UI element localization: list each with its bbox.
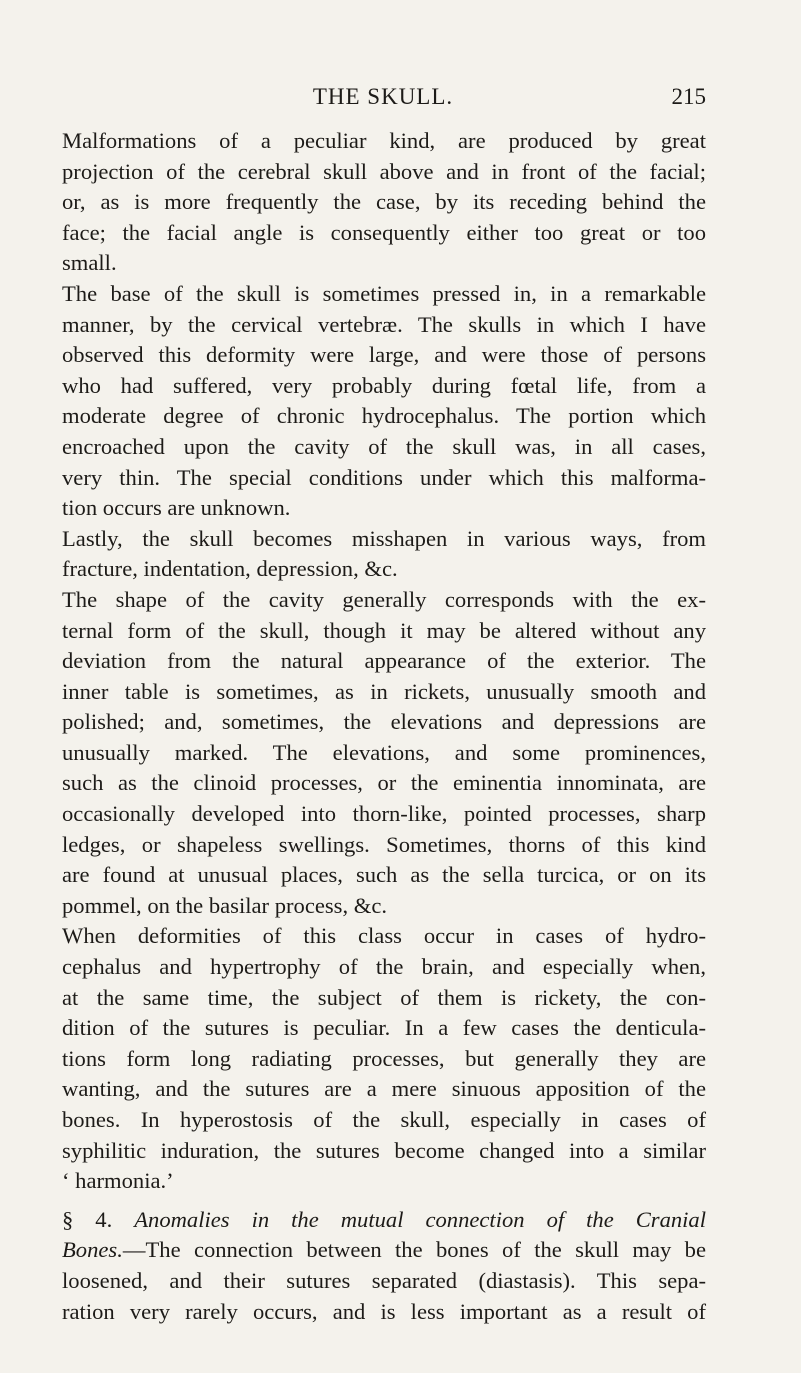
text-line: ration very rarely occurs, and is less important as a result of — [62, 1298, 706, 1324]
text-line: such as the clinoid processes, or the eminentia innominata, are — [62, 770, 706, 796]
running-title: THE SKULL. — [312, 84, 454, 109]
text-line: inner table is sometimes, as in rickets, unusually smooth and — [62, 678, 706, 704]
page-body — [62, 126, 706, 1327]
text-line: tion occurs are unknown. — [62, 495, 291, 521]
text-line: The base of the skull is sometimes pressed in, in a remarkable — [62, 280, 706, 306]
text-line: projection of the cerebral skull above and in front of the facial; — [62, 158, 706, 184]
section-heading: Anomalies in the mutual connection of the Cranial — [134, 1206, 707, 1232]
text-line: bones. In hyperostosis of the skull, especially in cases of — [62, 1107, 706, 1132]
section-heading-cont: Bones. — [62, 1237, 123, 1263]
text-line: ternal form of the skull, though it may be altered without any — [62, 617, 706, 643]
section-heading-line — [62, 1205, 706, 1236]
text-line: fracture, indentation, depression, &c. — [62, 556, 398, 582]
text-line: observed this deformity were large, and were those of persons — [62, 342, 706, 368]
text-line: Malformations of a peculiar kind, are produced by great — [62, 128, 706, 153]
section-heading-line — [62, 1235, 706, 1266]
text-line: loosened, and their sutures separated (diastasis). This sepa- — [62, 1267, 706, 1293]
text-line: Lastly, the skull becomes misshapen in various ways, from — [62, 525, 706, 551]
text-line: ‘ harmonia.’ — [62, 1168, 174, 1194]
text-line: deviation from the natural appearance of the exterior. The — [62, 648, 706, 674]
text-line: The shape of the cavity generally corresponds with the ex- — [62, 586, 706, 612]
text-line: who had suffered, very probably during fœtal life, from a — [62, 372, 706, 398]
text-line: small. — [62, 250, 117, 276]
text-line: wanting, and the sutures are a mere sinuous apposition of the — [62, 1076, 706, 1102]
text-line: unusually marked. The elevations, and some prominences, — [62, 739, 706, 765]
text-line: very thin. The special conditions under which this malforma- — [62, 464, 706, 490]
text-line: encroached upon the cavity of the skull was, in all cases, — [62, 433, 706, 459]
text-line: cephalus and hypertrophy of the brain, and especially when, — [62, 954, 706, 980]
text-line: at the same time, the subject of them is rickety, the con- — [62, 984, 706, 1010]
text-line: moderate degree of chronic hydrocephalus. The portion which — [62, 403, 706, 429]
text-line: pommel, on the basilar process, &c. — [62, 892, 388, 918]
page-header — [60, 84, 706, 114]
text-line: tions form long radiating processes, but generally they are — [62, 1045, 706, 1071]
text-line: occasionally developed into thorn-like, pointed processes, sharp — [62, 801, 706, 827]
text-line: face; the facial angle is consequently either too great or too — [62, 219, 706, 245]
text-line: are found at unusual places, such as the sella turcica, or on its — [62, 862, 706, 888]
page-number: 215 — [671, 84, 706, 109]
section-number: § 4. — [62, 1206, 113, 1232]
text-line: polished; and, sometimes, the elevations and depressions are — [62, 709, 706, 735]
text-line: When deformities of this class occur in cases of hydro- — [62, 923, 706, 949]
text-line: manner, by the cervical vertebræ. The skulls in which I have — [62, 311, 706, 337]
text-line: ledges, or shapeless swellings. Sometimes, thorns of this kind — [62, 831, 706, 857]
section-gap — [62, 1197, 706, 1205]
text-line: or, as is more frequently the case, by its receding behind the — [62, 189, 706, 215]
text-line: dition of the sutures is peculiar. In a few cases the denticula- — [62, 1015, 706, 1041]
text-line: syphilitic induration, the sutures become changed into a similar — [62, 1137, 706, 1163]
section-text: —The connection between the bones of the skull may be — [122, 1237, 706, 1263]
